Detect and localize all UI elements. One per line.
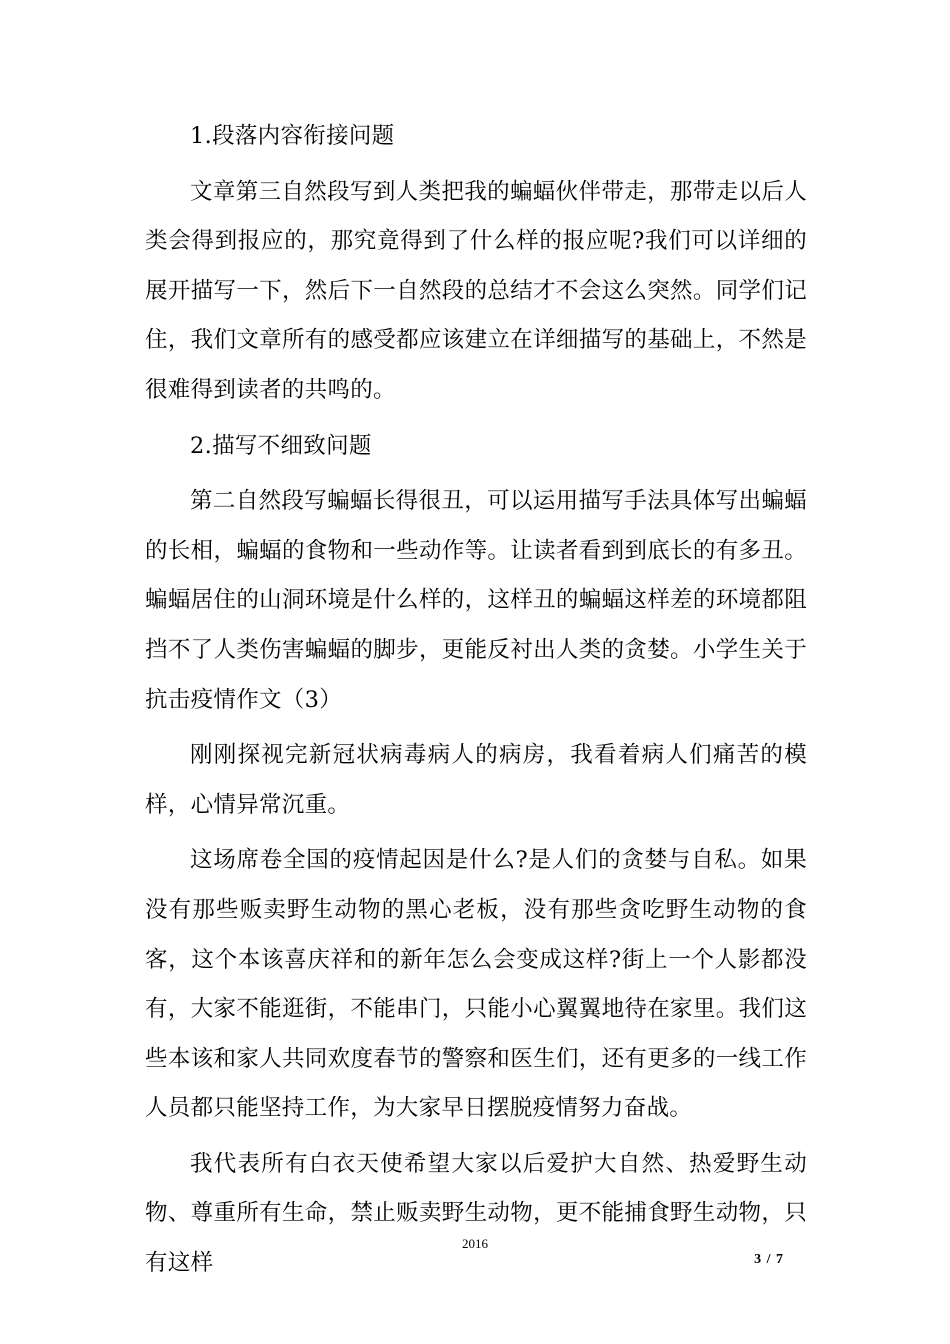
footer-year: 2016 [462,1236,488,1251]
body-paragraph: 第二自然段写蝙蝠长得很丑，可以运用描写手法具体写出蝙蝠的长相，蝙蝠的食物和一些动作等。让读者看到到底长的有多丑。蝙蝠居住的山洞环境是什么样的，这样丑的蝙蝠这样差的环境都阻挡不了人类伤害蝙蝠的脚步，更能反衬出人类的贪婪。小学生关于抗击疫情作文（3） [145,488,807,713]
section-heading-1: 1.段落内容衔接问题 [190,123,395,149]
page-number: 3 / 7 [754,1252,784,1267]
document-body [145,112,807,1295]
body-paragraph: 刚刚探视完新冠状病毒病人的病房，我看着病人们痛苦的模样，心情异常沉重。 [145,742,807,818]
body-paragraph: 文章第三自然段写到人类把我的蝙蝠伙伴带走，那带走以后人类会得到报应的，那究竟得到了什么样的报应呢?我们可以详细的展开描写一下，然后下一自然段的总结才不会这么突然。同学们记住，我们文章所有的感受都应该建立在详细描写的基础上，不然是很难得到读者的共鸣的。 [145,178,807,403]
section-heading-2: 2.描写不细致问题 [190,432,372,459]
body-paragraph: 我代表所有白衣天使希望大家以后爱护大自然、热爱野生动物、尊重所有生命，禁止贩卖野生动物，更不能捕食野生动物，只有这样 [145,1150,807,1277]
body-paragraph: 这场席卷全国的疫情起因是什么?是人们的贪婪与自私。如果没有那些贩卖野生动物的黑心老板，没有那些贪吃野生动物的食客，这个本该喜庆祥和的新年怎么会变成这样?街上一个人影都没有，大家不能逛街，不能串门，只能小心翼翼地待在家里。我们这些本该和家人共同欢度春节的警察和医生们，还有更多的一线工作人员都只能坚持工作，为大家早日摆脱疫情努力奋战。 [145,847,807,1122]
